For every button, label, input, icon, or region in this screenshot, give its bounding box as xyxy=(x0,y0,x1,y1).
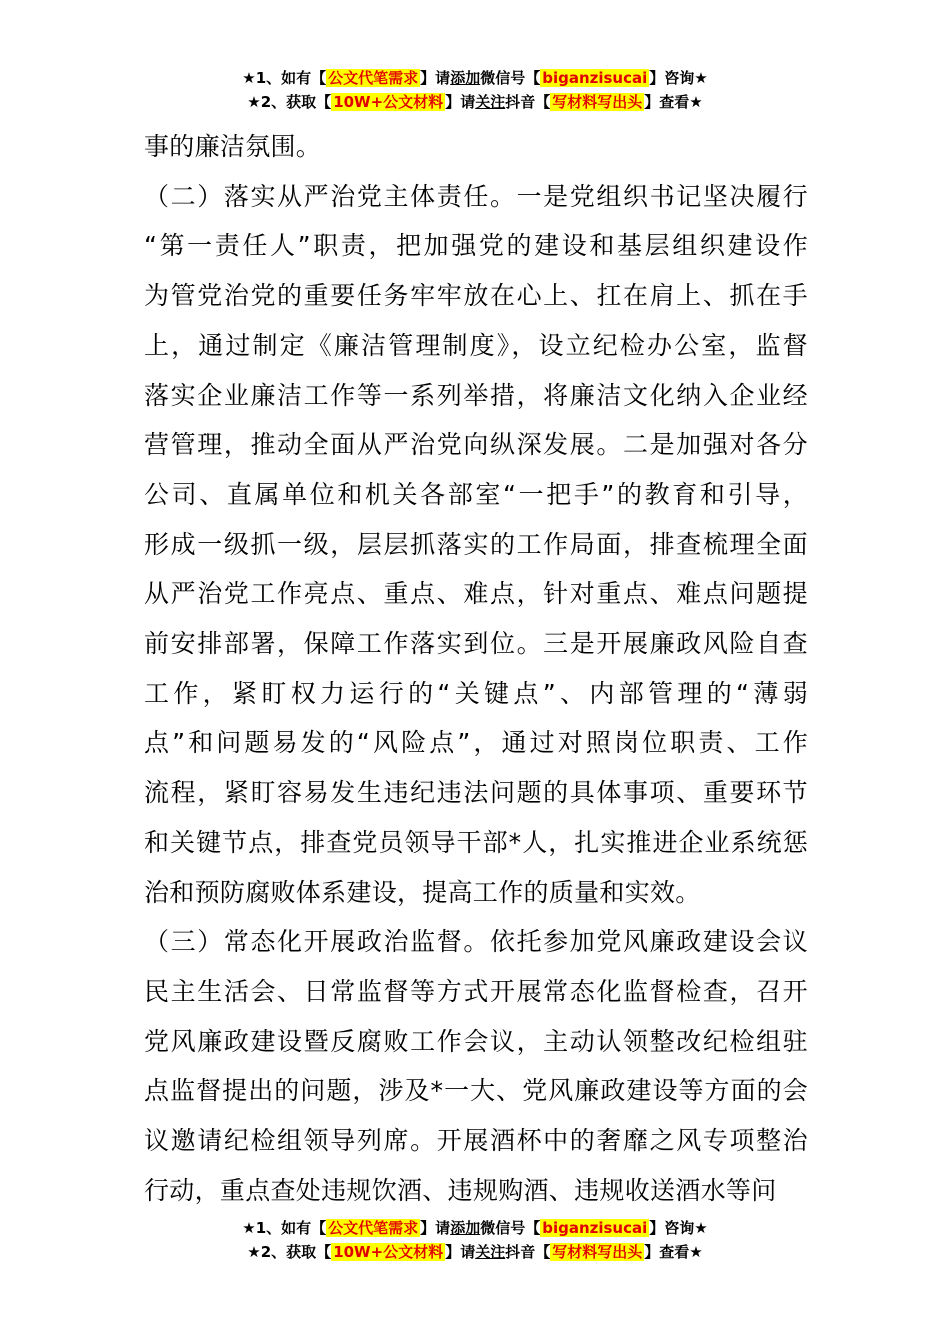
text-line: 形成一级抓一级，层层抓落实的工作局面，排查梳理全面 xyxy=(144,529,808,559)
banner-highlight: 10W+公文材料 xyxy=(333,1243,444,1261)
banner-text: ★1、如有【 xyxy=(242,69,327,87)
text-line: 议邀请纪检组领导列席。开展酒杯中的奢靡之风专项整治 xyxy=(144,1126,808,1156)
text-line: 点监督提出的问题，涉及*一大、党风廉政建设等方面的会 xyxy=(144,1076,808,1106)
banner-line-2 xyxy=(0,90,950,114)
text-line: （三）常态化开展政治监督。依托参加党风廉政建设会议 xyxy=(144,927,808,957)
banner-text: 】请 xyxy=(420,1219,451,1237)
banner-text: ★1、如有【 xyxy=(242,1219,327,1237)
banner-underline: 添加 xyxy=(450,1219,481,1237)
banner-underline: 关注 xyxy=(475,93,506,111)
text-line: 上，通过制定《廉洁管理制度》，设立纪检办公室，监督 xyxy=(144,330,808,360)
text-line: 治和预防腐败体系建设，提高工作的质量和实效。 xyxy=(144,877,701,907)
banner-text: 】咨询★ xyxy=(649,1219,708,1237)
banner-text: 微信号【 xyxy=(480,1219,541,1237)
text-line: 和关键节点，排查党员领导干部*人，扎实推进企业系统惩 xyxy=(144,827,808,857)
document-body xyxy=(144,122,808,1215)
banner-underline: 关注 xyxy=(475,1243,506,1261)
text-line: 流程，紧盯容易发生违纪违法问题的具体事项、重要环节 xyxy=(144,778,808,808)
text-line: 从严治党工作亮点、重点、难点，针对重点、难点问题提 xyxy=(144,579,808,609)
text-line: 落实企业廉洁工作等一系列举措，将廉洁文化纳入企业经 xyxy=(144,380,808,410)
banner-text: 抖音【 xyxy=(505,1243,551,1261)
banner-text: 】请 xyxy=(445,93,476,111)
text-line: 民主生活会、日常监督等方式开展常态化监督检查，召开 xyxy=(144,976,808,1006)
banner-text: 】请 xyxy=(420,69,451,87)
banner-highlight: 公文代笔需求 xyxy=(328,1219,419,1237)
banner-text: ★2、获取【 xyxy=(247,93,332,111)
banner-text: 抖音【 xyxy=(505,93,551,111)
text-line: 点”和问题易发的“风险点”，通过对照岗位职责、工作 xyxy=(144,728,808,758)
banner-highlight: biganzisucai xyxy=(542,1219,648,1237)
banner-underline: 添加 xyxy=(450,69,481,87)
banner-highlight: 写材料写出头 xyxy=(552,93,643,111)
banner-line-1 xyxy=(0,66,950,90)
text-line: 营管理，推动全面从严治党向纵深发展。二是加强对各分 xyxy=(144,430,808,460)
text-line: 前安排部署，保障工作落实到位。三是开展廉政风险自查 xyxy=(144,629,808,659)
banner-text: 】请 xyxy=(445,1243,476,1261)
text-line: （二）落实从严治党主体责任。一是党组织书记坚决履行 xyxy=(144,181,808,211)
text-line: 行动，重点查处违规饮酒、违规购酒、违规收送酒水等问 xyxy=(144,1175,777,1205)
text-line: 工作，紧盯权力运行的“关键点”、内部管理的“薄弱 xyxy=(144,678,808,708)
text-line: 党风廉政建设暨反腐败工作会议，主动认领整改纪检组驻 xyxy=(144,1026,808,1056)
banner-text: 】查看★ xyxy=(644,93,703,111)
footer-banner xyxy=(0,1216,950,1264)
text-line: 公司、直属单位和机关各部室“一把手”的教育和引导， xyxy=(144,479,808,509)
banner-text: 】查看★ xyxy=(644,1243,703,1261)
banner-highlight: 10W+公文材料 xyxy=(333,93,444,111)
banner-highlight: biganzisucai xyxy=(542,69,648,87)
banner-line-1 xyxy=(0,1216,950,1240)
text-line: “第一责任人”职责，把加强党的建设和基层组织建设作 xyxy=(144,231,808,261)
text-line: 事的廉洁氛围。 xyxy=(144,132,322,161)
banner-text: ★2、获取【 xyxy=(247,1243,332,1261)
banner-highlight: 写材料写出头 xyxy=(552,1243,643,1261)
banner-highlight: 公文代笔需求 xyxy=(328,69,419,87)
banner-line-2 xyxy=(0,1240,950,1264)
text-line: 为管党治党的重要任务牢牢放在心上、扛在肩上、抓在手 xyxy=(144,281,808,311)
banner-text: 】咨询★ xyxy=(649,69,708,87)
banner-text: 微信号【 xyxy=(480,69,541,87)
header-banner xyxy=(0,66,950,114)
